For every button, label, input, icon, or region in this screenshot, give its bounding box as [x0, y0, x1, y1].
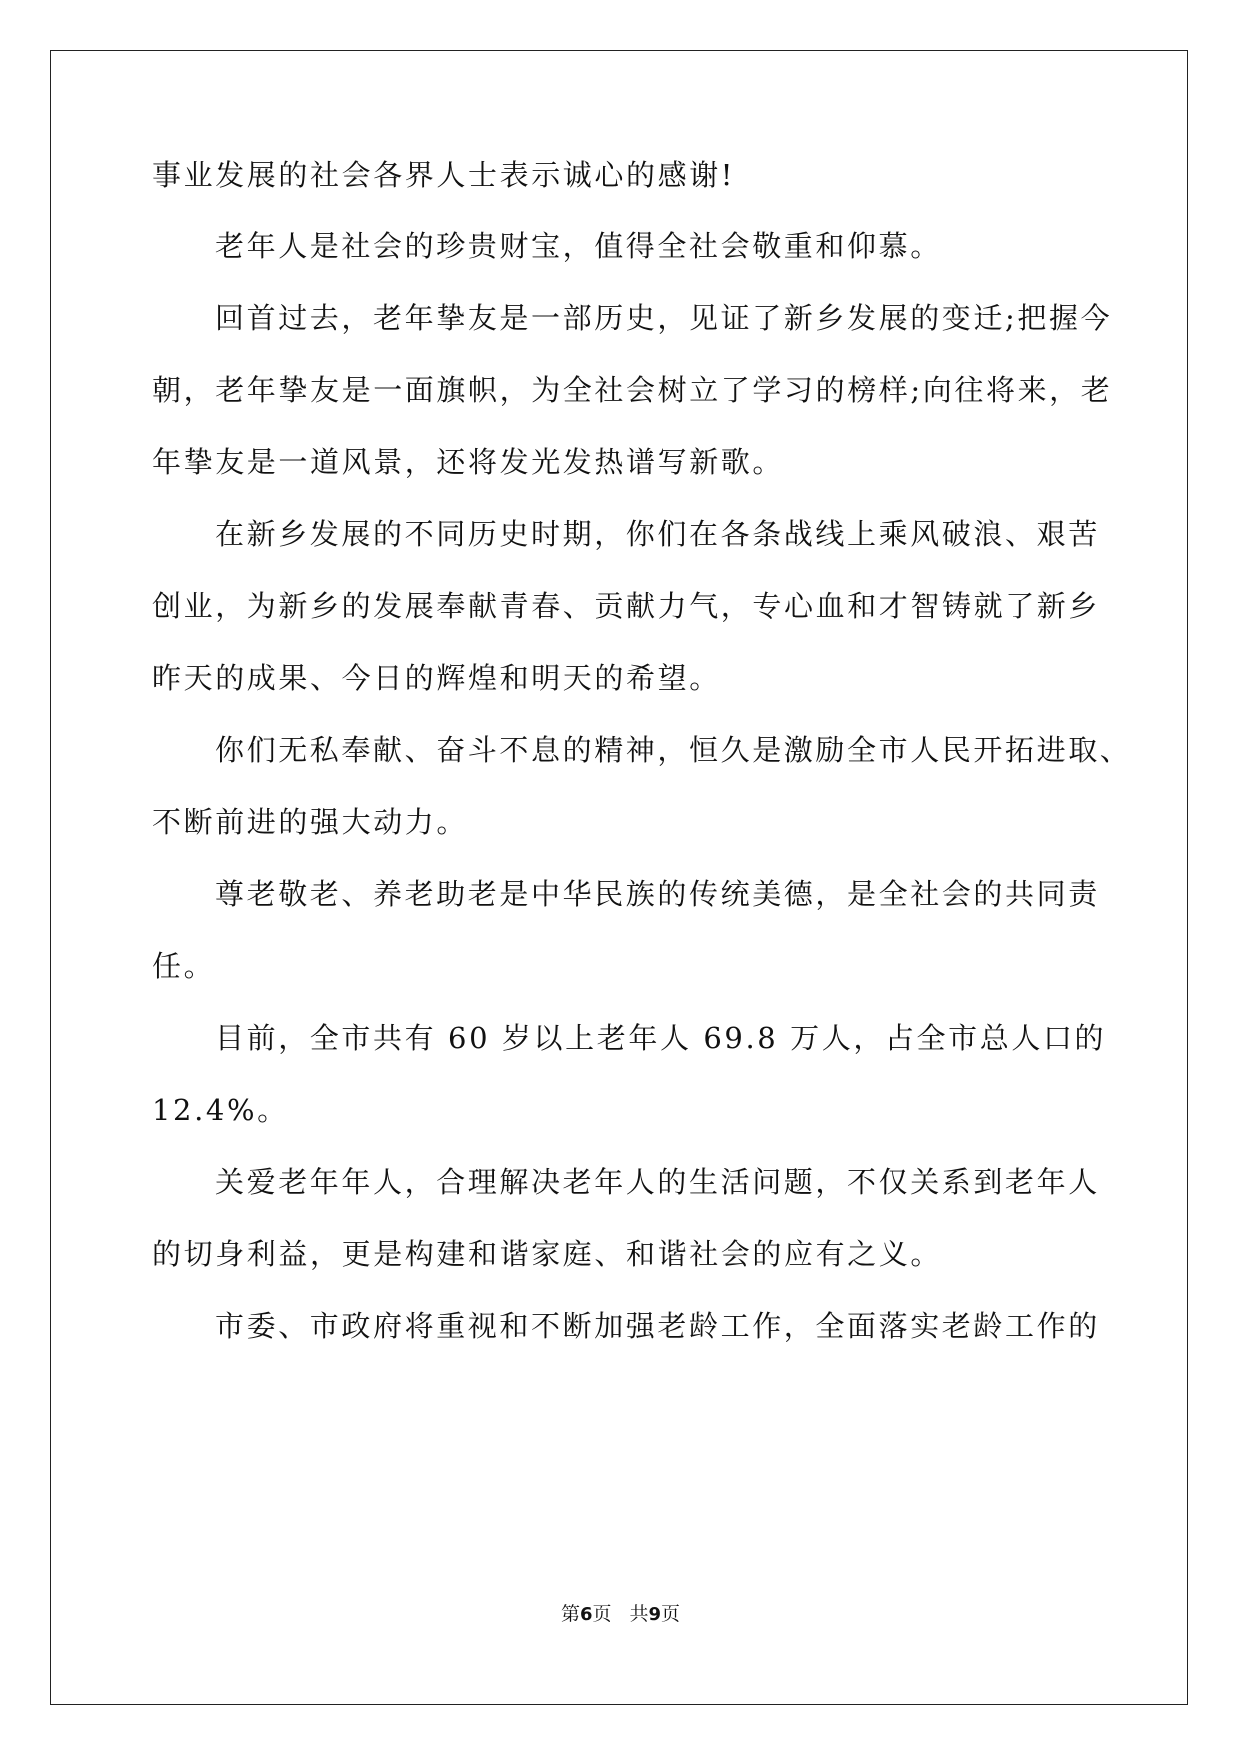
text-line: 不断前进的强大动力。 — [152, 805, 469, 839]
text-line: 任。 — [152, 949, 216, 983]
text-line: 目前，全市共有 60 岁以上老年人 69.8 万人，占全市总人口的 — [215, 1021, 1107, 1055]
text-line: 回首过去，老年挚友是一部历史，见证了新乡发展的变迁;把握今 — [215, 301, 1113, 335]
text-line: 尊老敬老、养老助老是中华民族的传统美德，是全社会的共同责 — [215, 877, 1100, 911]
page-footer — [0, 1602, 1241, 1627]
text-line: 事业发展的社会各界人士表示诚心的感谢! — [152, 158, 736, 192]
text-line: 年挚友是一道风景，还将发光发热谱写新歌。 — [152, 445, 785, 479]
total-page-count: 9 — [648, 1604, 662, 1625]
footer-prefix: 第 — [560, 1603, 580, 1625]
footer-total-suffix: 页 — [661, 1603, 681, 1625]
text-line: 朝，老年挚友是一面旗帜，为全社会树立了学习的榜样;向往将来，老 — [152, 373, 1113, 407]
footer-total-prefix: 共 — [629, 1603, 649, 1625]
text-line: 你们无私奉献、奋斗不息的精神，恒久是激励全市人民开拓进取、 — [215, 733, 1132, 767]
text-line: 创业，为新乡的发展奉献青春、贡献力气，专心血和才智铸就了新乡 — [152, 589, 1101, 623]
text-line: 老年人是社会的珍贵财宝，值得全社会敬重和仰慕。 — [215, 229, 942, 263]
text-line: 市委、市政府将重视和不断加强老龄工作，全面落实老龄工作的 — [215, 1309, 1100, 1343]
text-line: 的切身利益，更是构建和谐家庭、和谐社会的应有之义。 — [152, 1237, 943, 1271]
text-line: 昨天的成果、今日的辉煌和明天的希望。 — [152, 661, 721, 695]
footer-page-suffix: 页 — [592, 1603, 612, 1625]
text-line: 关爱老年年人，合理解决老年人的生活问题，不仅关系到老年人 — [215, 1165, 1100, 1199]
text-line: 12.4%。 — [152, 1093, 289, 1127]
text-line: 在新乡发展的不同历史时期，你们在各条战线上乘风破浪、艰苦 — [215, 517, 1100, 551]
current-page-number: 6 — [579, 1604, 593, 1625]
